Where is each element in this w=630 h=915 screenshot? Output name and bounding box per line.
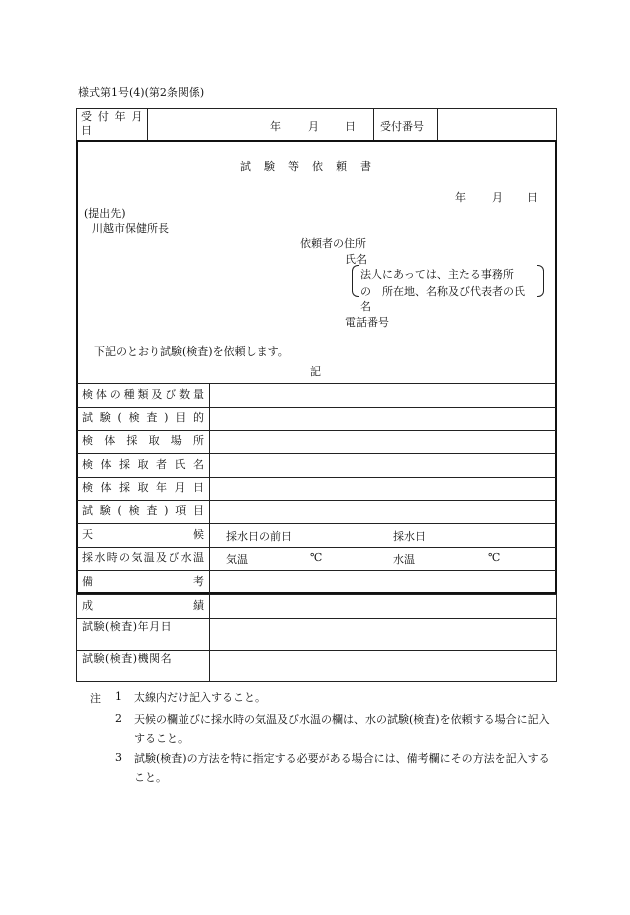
weather-prev-day-label: 採水日の前日	[226, 530, 292, 543]
header-date-year: 年	[270, 120, 281, 133]
requester-name-label: 氏名	[345, 253, 367, 266]
note-2-number: 2	[115, 712, 122, 725]
header-date-day: 日	[345, 120, 356, 133]
row-label-temperatures: 採水時の気温及び水温	[82, 551, 204, 564]
field-purpose[interactable]	[212, 409, 553, 428]
corporate-note-line3: 名	[360, 300, 371, 313]
field-specimen-type[interactable]	[212, 386, 553, 405]
header-date-month: 月	[308, 120, 319, 133]
corporate-note-line2: の 所在地、名称及び代表者の氏	[360, 285, 525, 298]
receipt-number-label: 受付番号	[380, 120, 424, 133]
request-statement: 下記のとおり試験(検査)を依頼します。	[94, 345, 289, 358]
row-label-specimen-type: 検体の種類及び数量	[82, 388, 204, 401]
weather-sampling-day-label: 採水日	[393, 530, 426, 543]
note-1-number: 1	[115, 690, 122, 703]
water-temp-unit: ℃	[488, 551, 501, 564]
request-date-year: 年	[455, 191, 466, 204]
form-title: 試 験 等 依 頼 書	[240, 160, 372, 173]
field-sampling-place[interactable]	[212, 432, 553, 451]
field-sampler-name[interactable]	[212, 456, 553, 475]
label-divider	[209, 383, 210, 594]
received-date-label: 受 付 年 月 日	[81, 110, 143, 137]
note-3-text: 試験(検査)の方法を特に指定する必要がある場合には、備考欄にその方法を記入すること。	[134, 752, 550, 784]
air-temp-unit: ℃	[310, 551, 323, 564]
note-2-text: 天候の欄並びに採水時の気温及び水温の欄は、水の試験(検査)を依頼する場合に記入すること。	[134, 713, 550, 745]
divider	[147, 108, 148, 141]
air-temp-label: 気温	[226, 553, 248, 566]
request-date-month: 月	[492, 191, 503, 204]
requester-address-label: 依頼者の住所	[300, 237, 366, 250]
water-temp-label: 水温	[393, 553, 415, 566]
submit-to-label: (提出先)	[84, 207, 126, 220]
corporate-note-line1: 法人にあっては、主たる事務所	[360, 268, 514, 281]
field-remarks[interactable]	[212, 573, 553, 592]
row-label-test-items: 試験(検査)項目	[82, 504, 204, 517]
note-3-number: 3	[115, 751, 122, 764]
row-label-results: 成績	[82, 599, 204, 612]
notes-prefix: 注	[90, 692, 101, 705]
divider	[373, 108, 374, 141]
form-id: 様式第1号(4)(第2条関係)	[78, 86, 205, 99]
submit-to: 川越市保健所長	[92, 222, 169, 235]
row-label-sampling-place: 検体採取場所	[82, 434, 204, 447]
phone-label: 電話番号	[345, 316, 389, 329]
ki-mark: 記	[310, 365, 321, 378]
right-bracket	[537, 265, 544, 297]
row-label-remarks: 備考	[82, 575, 204, 588]
receipt-number-field[interactable]	[440, 110, 554, 138]
row-label-weather: 天候	[82, 528, 204, 541]
row-label-purpose: 試験(検査)目的	[82, 411, 204, 424]
left-bracket	[352, 265, 359, 297]
note-1-text: 太線内だけ記入すること。	[134, 691, 266, 704]
row-label-test-date: 試験(検査)年月日	[82, 620, 173, 633]
row-label-sampler-name: 検体採取者氏名	[82, 458, 204, 471]
request-date-day: 日	[527, 191, 538, 204]
divider	[437, 108, 438, 141]
field-test-items[interactable]	[212, 502, 553, 521]
field-sampling-date[interactable]	[212, 479, 553, 498]
row-label-sampling-date: 検体採取年月日	[82, 481, 204, 494]
row-label-test-agency: 試験(検査)機関名	[82, 652, 173, 665]
